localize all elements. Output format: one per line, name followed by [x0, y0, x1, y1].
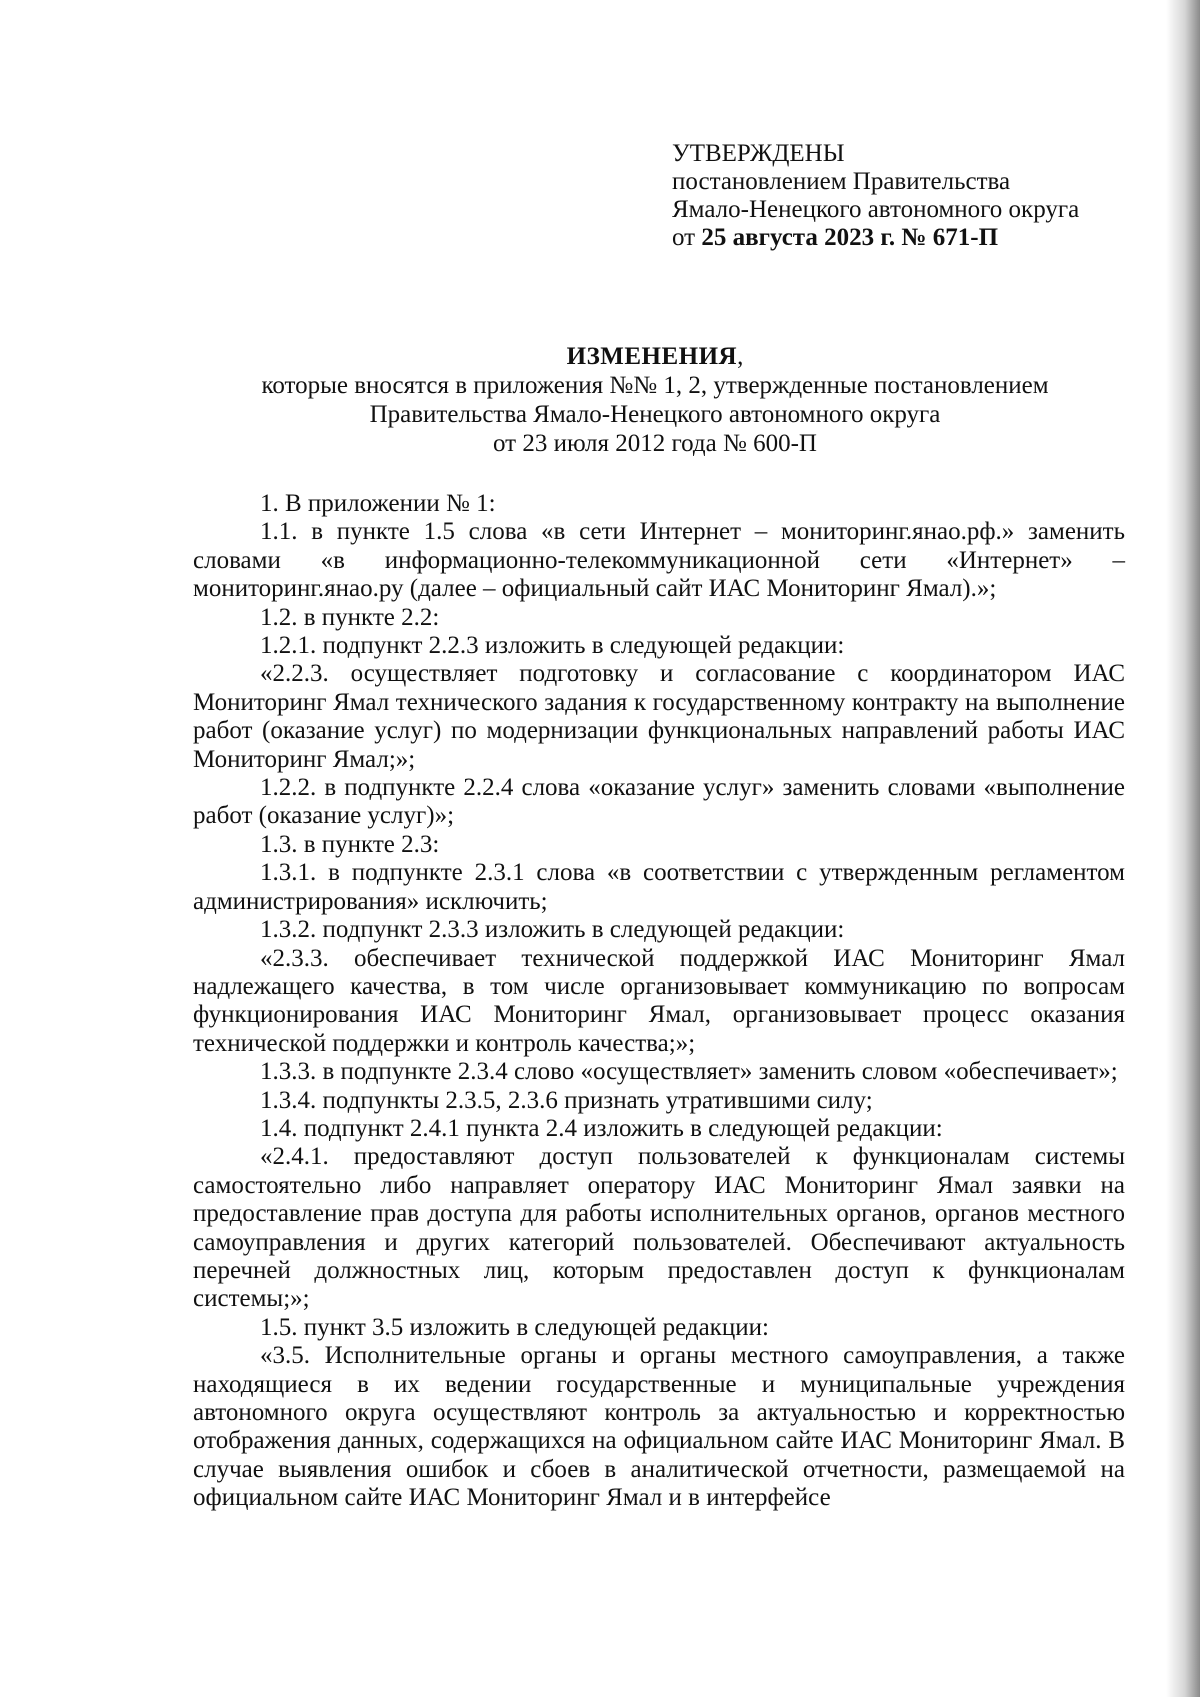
document-title-suffix: , [737, 343, 744, 370]
paragraph: 1.4. подпункт 2.4.1 пункта 2.4 изложить в следующей редакции: [260, 1114, 943, 1142]
paragraph: 1. В приложении № 1: [260, 490, 496, 517]
approval-line-1: постановлением Правительства [672, 168, 1011, 195]
approval-date-line [672, 224, 1142, 252]
paragraph: 1.2.2. в подпункте 2.2.4 слова «оказание услуг» заменить словами «выполнение работ (оказание услуг)»; [193, 774, 1125, 830]
document-heading [185, 342, 1125, 458]
approval-date-prefix: от [672, 224, 696, 251]
scan-edge-shadow [1166, 0, 1200, 1697]
paragraph: 1.3.1. в подпункте 2.3.1 слова «в соответствии с утвержденным регламентом администрирования» исключить; [193, 859, 1125, 915]
paragraph: «2.3.3. обеспечивает технической поддержкой ИАС Мониторинг Ямал надлежащего качества, в том числе организовывает коммуникацию по вопросам функционирования ИАС Мониторинг Ямал, организовывает процесс оказания технической поддержки и контроль качества;»; [193, 944, 1125, 1057]
paragraph: 1.5. пункт 3.5 изложить в следующей редакции: [260, 1313, 769, 1341]
heading-line-3: от 23 июля 2012 года № 600-П [493, 430, 817, 457]
approval-date-value: 25 августа 2023 г. № 671-П [701, 224, 999, 251]
paragraph: 1.3.3. в подпункте 2.3.4 слово «осуществляет» заменить словом «обеспечивает»; [260, 1058, 1118, 1086]
paragraph: «3.5. Исполнительные органы и органы местного самоуправления, а также находящиеся в их ведении государственные и муниципальные учреждения автономного округа осуществляют контроль за актуальностью и корректностью отображения данных, содержащихся на официальном сайте ИАС Мониторинг Ямал. В случае выявления ошибок и сбоев в аналитической отчетности, размещаемой на официальном сайте ИАС Мониторинг Ямал и в интерфейсе [193, 1342, 1125, 1512]
approval-line-2: Ямало-Ненецкого автономного округа [672, 196, 1080, 223]
heading-line-2: Правительства Ямало-Ненецкого автономного округа [369, 401, 941, 428]
approval-stamp-block [672, 140, 1142, 252]
paragraph: 1.3. в пункте 2.3: [260, 830, 440, 858]
paragraph: 1.1. в пункте 1.5 слова «в сети Интернет – мониторинг.янао.рф.» заменить словами «в информационно-телекоммуникационной сети «Интернет» – мониторинг.янао.ру (далее – официальный сайт ИАС Мониторинг Ямал).»; [193, 518, 1125, 603]
document-title-line [185, 342, 1125, 371]
document-title: ИЗМЕНЕНИЯ [566, 343, 738, 370]
heading-line-1: которые вносятся в приложения №№ 1, 2, утвержденные постановлением [261, 372, 1049, 399]
approved-heading: УТВЕРЖДЕНЫ [672, 140, 845, 167]
document-body [193, 490, 1125, 1513]
paragraph: 1.3.4. подпункты 2.3.5, 2.3.6 признать утратившими силу; [260, 1086, 873, 1114]
paragraph: 1.2.1. подпункт 2.2.3 изложить в следующей редакции: [260, 632, 845, 660]
paragraph: «2.2.3. осуществляет подготовку и согласование с координатором ИАС Мониторинг Ямал технического задания к государственному контракту на выполнение работ (оказание услуг) по модернизации функциональных направлений работы ИАС Мониторинг Ямал;»; [193, 660, 1125, 773]
paragraph: 1.2. в пункте 2.2: [260, 603, 440, 631]
paragraph: 1.3.2. подпункт 2.3.3 изложить в следующей редакции: [260, 916, 845, 944]
paragraph: «2.4.1. предоставляют доступ пользователей к функционалам системы самостоятельно либо направляет оператору ИАС Мониторинг Ямал заявки на предоставление прав доступа для работы исполнительных органов, органов местного самоуправления и других категорий пользователей. Обеспечивают актуальность перечней должностных лиц, которым предоставлен доступ к функционалам системы;»; [193, 1143, 1125, 1313]
